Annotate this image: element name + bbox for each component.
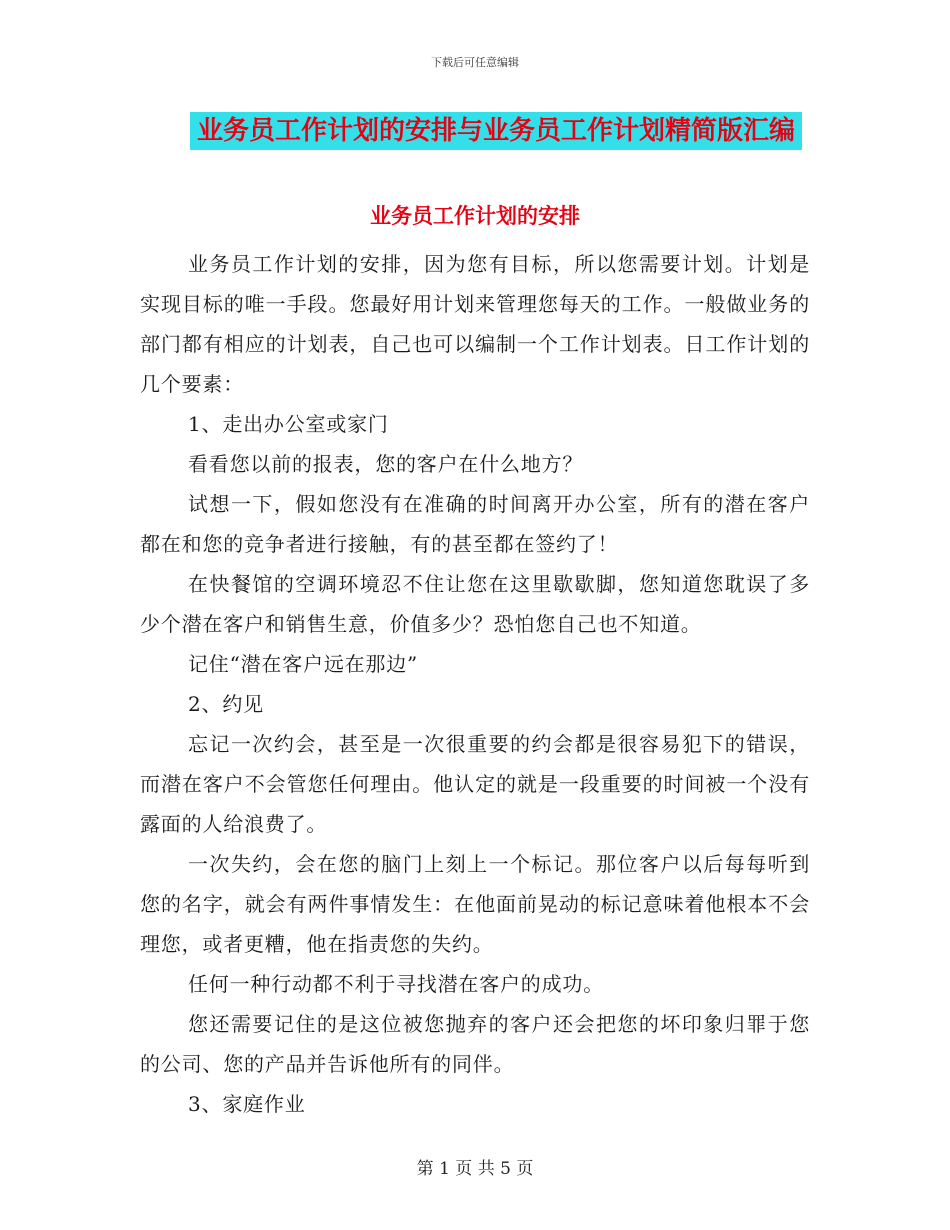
page-header-note: 下载后可任意编辑	[431, 56, 519, 69]
paragraph: 试想一下，假如您没有在准确的时间离开办公室，所有的潜在客户都在和您的竞争者进行接触，有的甚至都在签约了！	[140, 492, 810, 556]
paragraph: 您还需要记住的是这位被您抛弃的客户还会把您的坏印象归罪于您的公司、您的产品并告诉他所有的同伴。	[140, 1012, 810, 1076]
section-title: 业务员工作计划的安排	[370, 203, 580, 228]
paragraph: 在快餐馆的空调环境忍不住让您在这里歇歇脚，您知道您耽误了多少个潜在客户和销售生意，价值多少？恐怕您自己也不知道。	[140, 572, 810, 636]
document-body	[140, 244, 810, 1124]
paragraph: 记住“潜在客户远在那边”	[188, 652, 419, 676]
document-title: 业务员工作计划的安排与业务员工作计划精简版汇编	[196, 116, 795, 146]
paragraph: 一次失约，会在您的脑门上刻上一个标记。那位客户以后每每听到您的名字，就会有两件事情发生：在他面前晃动的标记意味着他根本不会理您，或者更糟，他在指责您的失约。	[140, 852, 810, 956]
paragraph: 看看您以前的报表，您的客户在什么地方？	[188, 452, 584, 476]
page-footer: 第 1 页 共 5 页	[416, 1159, 534, 1179]
paragraph: 任何一种行动都不利于寻找潜在客户的成功。	[188, 972, 604, 996]
paragraph-intro: 业务员工作计划的安排，因为您有目标，所以您需要计划。计划是实现目标的唯一手段。您最好用计划来管理您每天的工作。一般做业务的部门都有相应的计划表，自己也可以编制一个工作计划表。日工作计划的几个要素：	[140, 252, 810, 396]
document-title-highlight	[190, 112, 802, 150]
item-heading-2: 2、约见	[188, 692, 264, 716]
paragraph: 忘记一次约会，甚至是一次很重要的约会都是很容易犯下的错误，而潜在客户不会管您任何理由。他认定的就是一段重要的时间被一个没有露面的人给浪费了。	[140, 732, 810, 836]
item-heading-1: 1、走出办公室或家门	[188, 412, 389, 436]
item-heading-3: 3、家庭作业	[188, 1092, 306, 1116]
